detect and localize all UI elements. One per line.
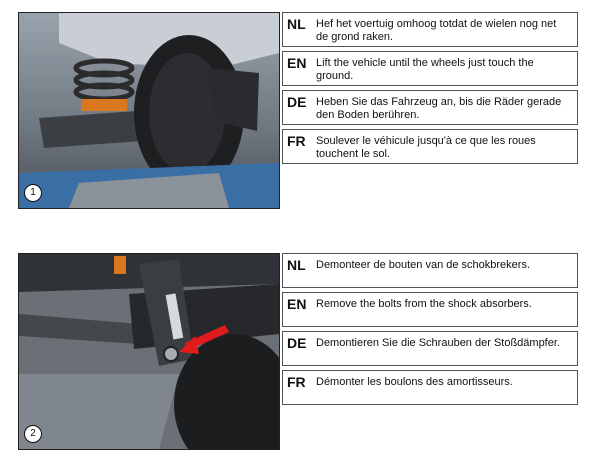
language-code: DE [287,94,307,110]
language-code: FR [287,374,306,390]
instruction-en [282,292,578,327]
instruction-text: Heben Sie das Fahrzeug an, bis die Räder gerade den Boden berühren. [316,96,562,121]
instruction-en [282,51,578,86]
instruction-text: Soulever le véhicule jusqu'à ce que les roues touchent le sol. [316,135,536,160]
step-number-badge: 1 [24,184,42,202]
instruction-nl [282,253,578,288]
instruction-de [282,331,578,366]
language-code: NL [287,16,306,32]
language-code: DE [287,335,307,351]
step-number-badge: 2 [24,425,42,443]
instruction-text: Lift the vehicle until the wheels just touch the ground. [316,57,534,82]
language-code: EN [287,55,307,71]
language-code: NL [287,257,306,273]
instruction-text: Hef het voertuig omhoog totdat de wielen nog net de grond raken. [316,18,557,43]
vehicle-lifted-wheel-photo [19,13,279,208]
instruction-nl [282,12,578,47]
instruction-text: Remove the bolts from the shock absorbers. [316,298,532,310]
instruction-text: Demonteer de bouten van de schokbrekers. [316,259,531,271]
instruction-fr [282,370,578,405]
step-2-photo [18,253,280,450]
step-1-photo [18,12,280,209]
instruction-de [282,90,578,125]
instruction-text: Demontieren Sie die Schrauben der Stoßdämpfer. [316,337,560,349]
shock-absorber-bolt-photo [19,254,279,449]
language-code: EN [287,296,307,312]
instruction-text: Démonter les boulons des amortisseurs. [316,376,513,388]
instruction-fr [282,129,578,164]
language-code: FR [287,133,306,149]
